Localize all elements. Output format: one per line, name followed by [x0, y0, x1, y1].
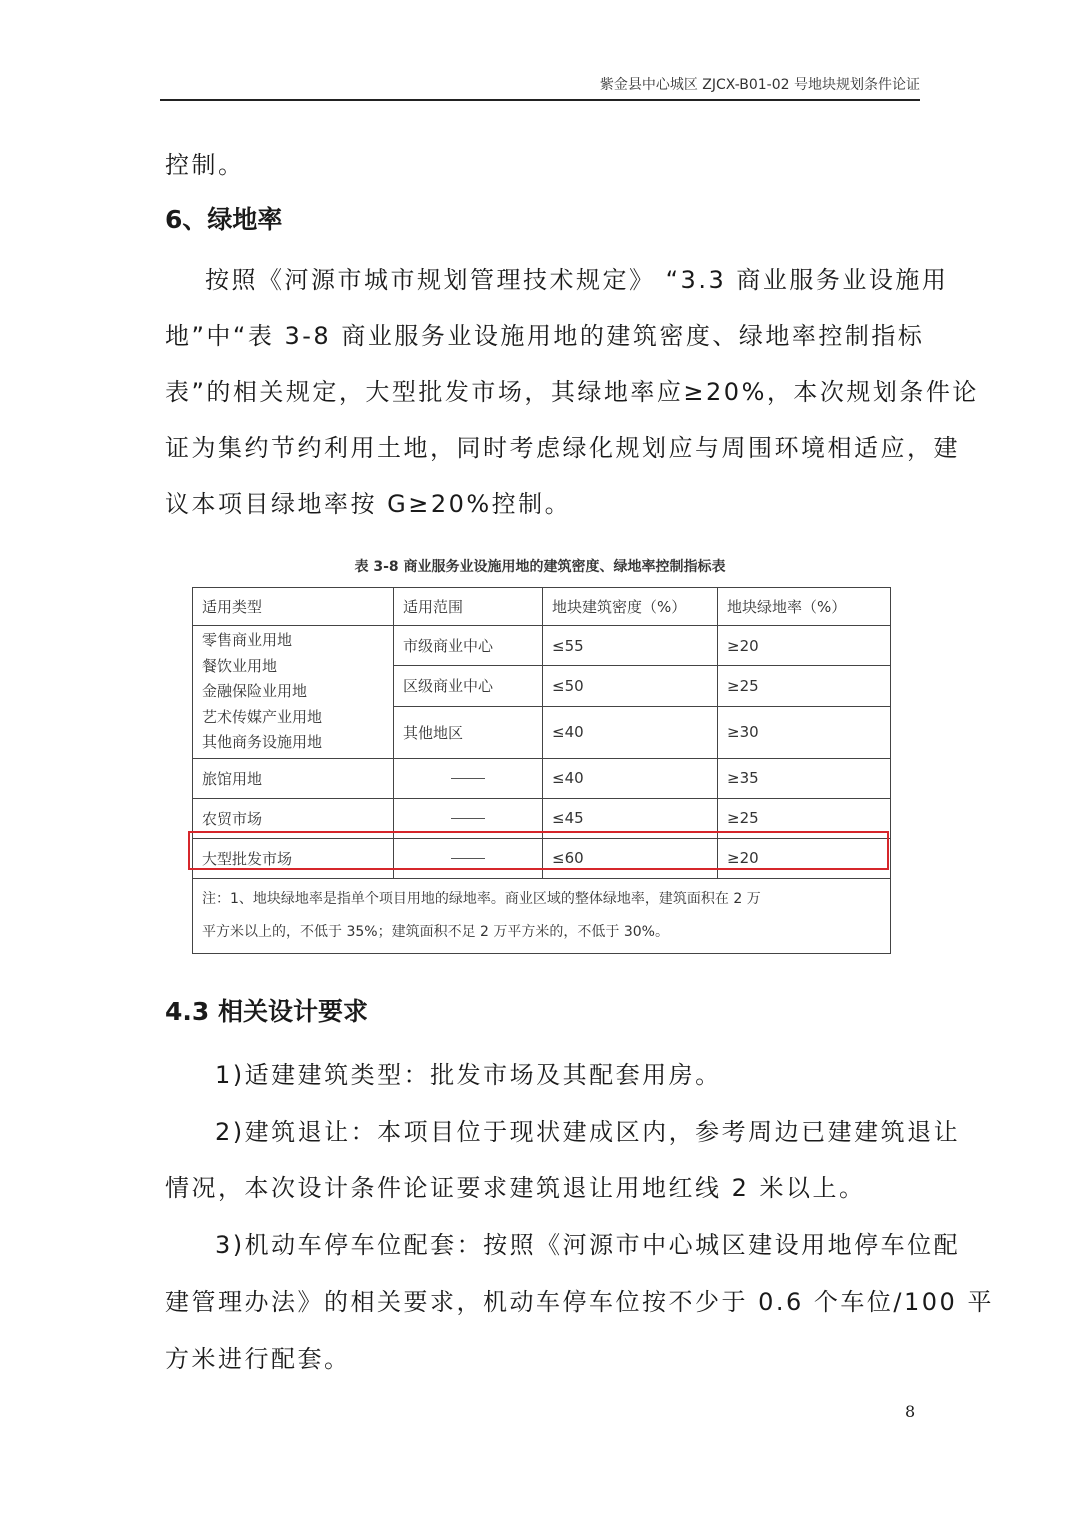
commercial-types-cell — [193, 626, 394, 759]
body-line: 地”中“表 3-8 商业服务业设施用地的建筑密度、绿地率控制指标 — [165, 322, 925, 350]
note-line: 注：1、地块绿地率是指单个项目用地的绿地率。商业区域的整体绿地率，建筑面积在 2 万 — [202, 890, 761, 907]
body-line: 证为集约节约利用土地，同时考虑绿化规划应与周围环境相适应，建 — [165, 434, 960, 462]
section-heading-design-requirements: 4.3 相关设计要求 — [165, 997, 368, 1026]
table-cell: ≤50 — [543, 666, 718, 706]
body-line: 按照《河源市城市规划管理技术规定》 “3.3 商业服务业设施用 — [205, 266, 949, 294]
table-cell: ≤40 — [543, 758, 718, 798]
section-heading-green-rate: 6、绿地率 — [165, 205, 283, 234]
table-cell: ≤55 — [543, 626, 718, 666]
table-cell: ≤45 — [543, 798, 718, 838]
body-line: 3)机动车停车位配套：按照《河源市中心城区建设用地停车位配 — [215, 1231, 961, 1259]
table-cell: 市级商业中心 — [394, 626, 543, 666]
table-cell: 旅馆用地 — [193, 758, 394, 798]
body-line: 控制。 — [165, 151, 245, 179]
spec-table — [192, 587, 891, 954]
dash-mark — [451, 818, 485, 819]
table-cell: ≥25 — [718, 798, 891, 838]
note-line: 平方米以上的，不低于 35%；建筑面积不足 2 万平方米的，不低于 30%。 — [202, 923, 669, 940]
table-header-cell: 适用范围 — [394, 588, 543, 626]
table-cell: ≥35 — [718, 758, 891, 798]
table-row — [193, 626, 891, 666]
table-cell: 区级商业中心 — [394, 666, 543, 706]
table-cell: 农贸市场 — [193, 798, 394, 838]
type-item: 零售商业用地 — [202, 631, 293, 649]
body-line: 1)适建建筑类型：批发市场及其配套用房。 — [215, 1061, 722, 1089]
page-header — [160, 72, 920, 101]
header-title: 紫金县中心城区 ZJCX-B01-02 号地块规划条件论证 — [599, 77, 920, 93]
type-item: 金融保险业用地 — [202, 682, 308, 700]
body-line: 议本项目绿地率按 G≥20%控制。 — [165, 490, 572, 518]
table-header-row — [193, 588, 891, 626]
body-line: 方米进行配套。 — [165, 1345, 351, 1373]
body-line: 表”的相关规定，大型批发市场，其绿地率应≥20%，本次规划条件论 — [165, 378, 979, 406]
type-item: 其他商务设施用地 — [202, 733, 323, 751]
table-note — [193, 878, 891, 953]
dash-mark — [451, 778, 485, 779]
table-header-cell: 地块建筑密度（%） — [543, 588, 718, 626]
dash-cell — [394, 758, 543, 798]
table-row — [193, 758, 891, 798]
table-cell: 大型批发市场 — [193, 838, 394, 878]
table-cell: ≥25 — [718, 666, 891, 706]
table-header-cell: 适用类型 — [193, 588, 394, 626]
highlight-box — [188, 831, 889, 870]
body-line: 2)建筑退让：本项目位于现状建成区内，参考周边已建建筑退让 — [215, 1118, 961, 1146]
table-cell: 其他地区 — [394, 706, 543, 758]
type-item: 餐饮业用地 — [202, 656, 278, 675]
page-number: 8 — [905, 1402, 916, 1421]
table-cell: ≥20 — [718, 838, 891, 878]
table-cell: ≤40 — [543, 706, 718, 758]
table-header-cell: 地块绿地率（%） — [718, 588, 891, 626]
type-item: 艺术传媒产业用地 — [202, 707, 323, 726]
table-cell: ≥30 — [718, 706, 891, 758]
body-line: 情况，本次设计条件论证要求建筑退让用地红线 2 米以上。 — [165, 1174, 866, 1202]
table-caption: 表 3-8 商业服务业设施用地的建筑密度、绿地率控制指标表 — [354, 559, 726, 575]
table-cell: ≤60 — [543, 838, 718, 878]
body-line: 建管理办法》的相关要求，机动车停车位按不少于 0.6 个车位/100 平 — [165, 1288, 994, 1316]
table-cell: ≥20 — [718, 626, 891, 666]
table-note-row — [193, 878, 891, 953]
